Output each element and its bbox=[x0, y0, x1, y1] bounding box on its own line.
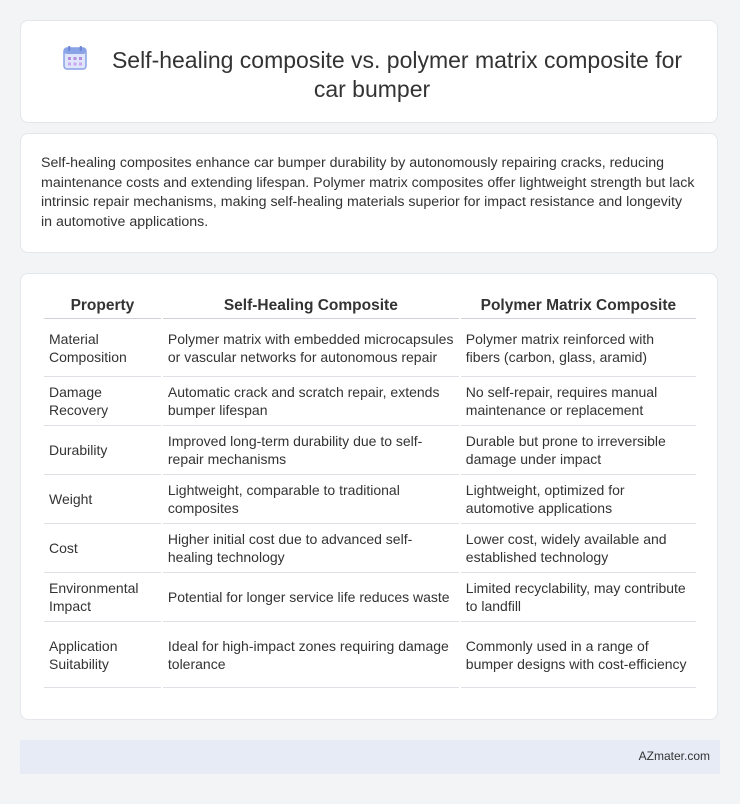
self-healing-cell: Automatic crack and scratch repair, extends bumper lifespan bbox=[163, 377, 459, 426]
table-row bbox=[44, 475, 696, 524]
table-row bbox=[44, 622, 696, 688]
header-property: Property bbox=[44, 294, 161, 319]
title-block bbox=[47, 45, 697, 104]
polymer-matrix-cell: Limited recyclability, may contribute to landfill bbox=[461, 573, 696, 622]
self-healing-cell: Potential for longer service life reduces waste bbox=[163, 573, 459, 622]
property-cell: Material Composition bbox=[44, 319, 161, 377]
header-polymer-matrix: Polymer Matrix Composite bbox=[461, 294, 696, 319]
summary-card bbox=[20, 133, 718, 253]
table-row bbox=[44, 377, 696, 426]
polymer-matrix-cell: No self-repair, requires manual maintenance or replacement bbox=[461, 377, 696, 426]
comparison-card bbox=[20, 273, 718, 720]
table-row bbox=[44, 573, 696, 622]
polymer-matrix-cell: Lightweight, optimized for automotive applications bbox=[461, 475, 696, 524]
self-healing-cell: Higher initial cost due to advanced self-healing technology bbox=[163, 524, 459, 573]
self-healing-cell: Ideal for high-impact zones requiring damage tolerance bbox=[163, 622, 459, 688]
property-cell: Cost bbox=[44, 524, 161, 573]
property-cell: Weight bbox=[44, 475, 161, 524]
header-self-healing: Self-Healing Composite bbox=[163, 294, 459, 319]
self-healing-cell: Lightweight, comparable to traditional composites bbox=[163, 475, 459, 524]
polymer-matrix-cell: Lower cost, widely available and established technology bbox=[461, 524, 696, 573]
footer-bar bbox=[20, 740, 720, 774]
polymer-matrix-cell: Durable but prone to irreversible damage under impact bbox=[461, 426, 696, 475]
table-row bbox=[44, 426, 696, 475]
calendar-icon bbox=[62, 45, 90, 71]
table-header-row bbox=[44, 294, 696, 319]
summary-text: Self-healing composites enhance car bumper durability by autonomously repairing cracks, reducing maintenance costs and extending lifespan. Polymer matrix composites offer lightweight strength but lack intrinsic repair mechanisms, making self-healing materials superior for impact resistance and longevity in automotive applications. bbox=[41, 155, 695, 231]
self-healing-cell: Polymer matrix with embedded microcapsules or vascular networks for autonomous repair bbox=[163, 319, 459, 377]
comparison-table bbox=[42, 294, 698, 688]
page-title: Self-healing composite vs. polymer matrix composite for car bumper bbox=[111, 47, 683, 102]
polymer-matrix-cell: Polymer matrix reinforced with fibers (carbon, glass, aramid) bbox=[461, 319, 696, 377]
property-cell: Damage Recovery bbox=[44, 377, 161, 426]
self-healing-cell: Improved long-term durability due to self-repair mechanisms bbox=[163, 426, 459, 475]
property-cell: Environmental Impact bbox=[44, 573, 161, 622]
title-card bbox=[20, 20, 718, 123]
property-cell: Durability bbox=[44, 426, 161, 475]
table-row bbox=[44, 319, 696, 377]
polymer-matrix-cell: Commonly used in a range of bumper designs with cost-efficiency bbox=[461, 622, 696, 688]
property-cell: Application Suitability bbox=[44, 622, 161, 688]
table-row bbox=[44, 524, 696, 573]
footer-brand: AZmater.com bbox=[638, 749, 710, 763]
